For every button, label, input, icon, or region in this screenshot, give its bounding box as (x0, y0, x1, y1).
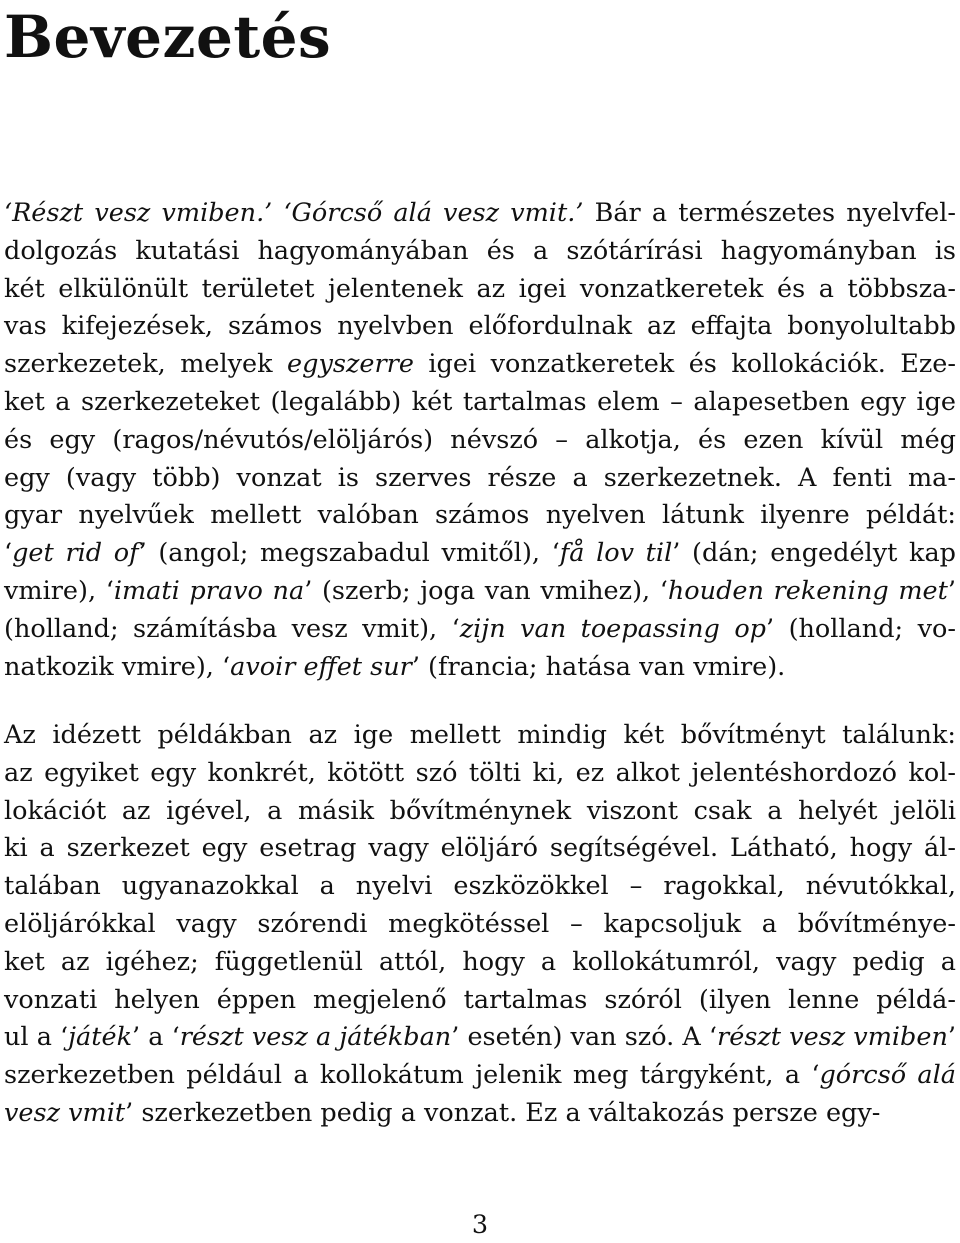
text-line (4, 717, 956, 755)
text-line (4, 271, 956, 309)
italic-text: houden rekening met (667, 575, 948, 606)
italic-text: avoir effet sur (230, 651, 412, 682)
text-line (4, 982, 956, 1020)
text-segment: ki a szerkezet egy esetrag vagy elöljáró segítségével. Látható, hogy ál- (4, 833, 956, 864)
italic-text: részt vesz a játékban (179, 1022, 452, 1053)
italic-text: játék (68, 1022, 133, 1053)
text-segment: ’ (947, 575, 956, 606)
text-line (4, 1019, 956, 1057)
text-line (4, 535, 956, 573)
text-line (4, 611, 956, 649)
text-segment: ket a szerkezeteket (legalább) két tartalmas elem – alapesetben egy ige (4, 386, 956, 417)
text-segment: vas kifejezések, számos nyelvben előfordulnak az effajta bonyolultabb (4, 311, 956, 342)
text-line (4, 944, 956, 982)
text-segment: vmire), ‘ (4, 575, 114, 606)
text-line (4, 460, 956, 498)
text-line (4, 195, 956, 233)
italic-text: ‘Részt vesz vmiben.’ ‘Górcső alá vesz vmit.’ (4, 198, 584, 228)
text-line (4, 573, 956, 611)
italic-text: get rid of (12, 538, 139, 569)
italic-text: vesz vmit (4, 1097, 126, 1128)
text-line (4, 346, 956, 384)
text-segment: gyar nyelvűek mellett valóban számos nyelven látunk ilyenre példát: (4, 500, 956, 531)
text-segment: ’ (angol; megszabadul vmitől), ‘ (138, 538, 560, 569)
text-line (4, 906, 956, 944)
text-line (4, 384, 956, 422)
text-segment: az egyiket egy konkrét, kötött szó tölti ki, ez alkot jelentéshordozó kol- (4, 757, 956, 788)
italic-text: få lov til (559, 538, 673, 569)
page-number: 3 (471, 1210, 489, 1240)
italic-text: imati pravo na (113, 575, 305, 606)
text-segment: ’ esetén) van szó. A ‘ (451, 1022, 717, 1053)
text-segment: dolgozás kutatási hagyományában és a szótárírási hagyományban is (4, 235, 956, 266)
text-segment: elöljárókkal vagy szórendi megkötéssel – kapcsoljuk a bővítménye- (4, 908, 956, 939)
text-line (4, 755, 956, 793)
text-segment: ’ (dán; engedélyt kap (672, 538, 956, 569)
text-line (4, 1057, 956, 1095)
italic-text: górcső alá (819, 1060, 956, 1091)
italic-text: részt vesz vmiben (717, 1022, 948, 1053)
text-segment: szerkezetek, melyek (4, 349, 288, 380)
text-line (4, 1095, 956, 1133)
body-paragraph-1 (4, 195, 956, 686)
text-line (4, 793, 956, 831)
text-segment: vonzati helyen éppen megjelenő tartalmas szóról (ilyen lenne példá- (4, 984, 956, 1015)
text-segment: és egy (ragos/névutós/elöljárós) névszó – alkotja, és ezen kívül még (4, 424, 956, 455)
italic-text: egyszerre (287, 349, 414, 380)
text-segment: ’ (francia; hatása van vmire). (411, 651, 786, 682)
text-segment: igei vonzatkeretek és kollokációk. Eze- (413, 349, 956, 380)
text-line (4, 868, 956, 906)
text-line (4, 308, 956, 346)
text-segment: lokációt az igével, a másik bővítménynek viszont csak a helyét jelöli (4, 795, 956, 826)
text-segment: egy (vagy több) vonzat is szerves része a szerkezetnek. A fenti ma- (4, 462, 956, 493)
text-line (4, 233, 956, 271)
body-paragraph-2 (4, 717, 956, 1133)
text-line (4, 497, 956, 535)
text-segment: ’ (holland; vo- (766, 613, 956, 644)
text-segment: ket az igéhez; függetlenül attól, hogy a kollokátumról, vagy pedig a (4, 946, 956, 977)
page-title: Bevezetés (4, 3, 332, 71)
text-line (4, 649, 956, 687)
text-segment: Bár a természetes nyelvfel- (583, 198, 957, 228)
text-segment: talában ugyanazokkal a nyelvi eszközökkel – ragokkal, névutókkal, (4, 871, 956, 902)
italic-text: zijn van toepassing op (459, 613, 766, 644)
text-segment: natkozik vmire), ‘ (4, 651, 231, 682)
text-segment: ’ (947, 1022, 957, 1053)
text-line (4, 830, 956, 868)
text-segment: (holland; számításba vesz vmit), ‘ (4, 613, 460, 644)
text-segment: ‘ (4, 538, 13, 569)
text-segment: két elkülönült területet jelentenek az igei vonzatkeretek és a többsza- (4, 273, 956, 304)
text-line (4, 422, 956, 460)
text-segment: ul a ‘ (4, 1022, 69, 1053)
text-segment: ’ (szerb; joga van vmihez), ‘ (304, 575, 668, 606)
text-segment: ’ a ‘ (132, 1022, 180, 1053)
text-segment: szerkezetben például a kollokátum jelenik meg tárgyként, a ‘ (4, 1060, 820, 1091)
text-segment: Az idézett példákban az ige mellett mindig két bővítményt találunk: (4, 720, 956, 750)
text-segment: ’ szerkezetben pedig a vonzat. Ez a váltakozás persze egy- (125, 1097, 881, 1128)
